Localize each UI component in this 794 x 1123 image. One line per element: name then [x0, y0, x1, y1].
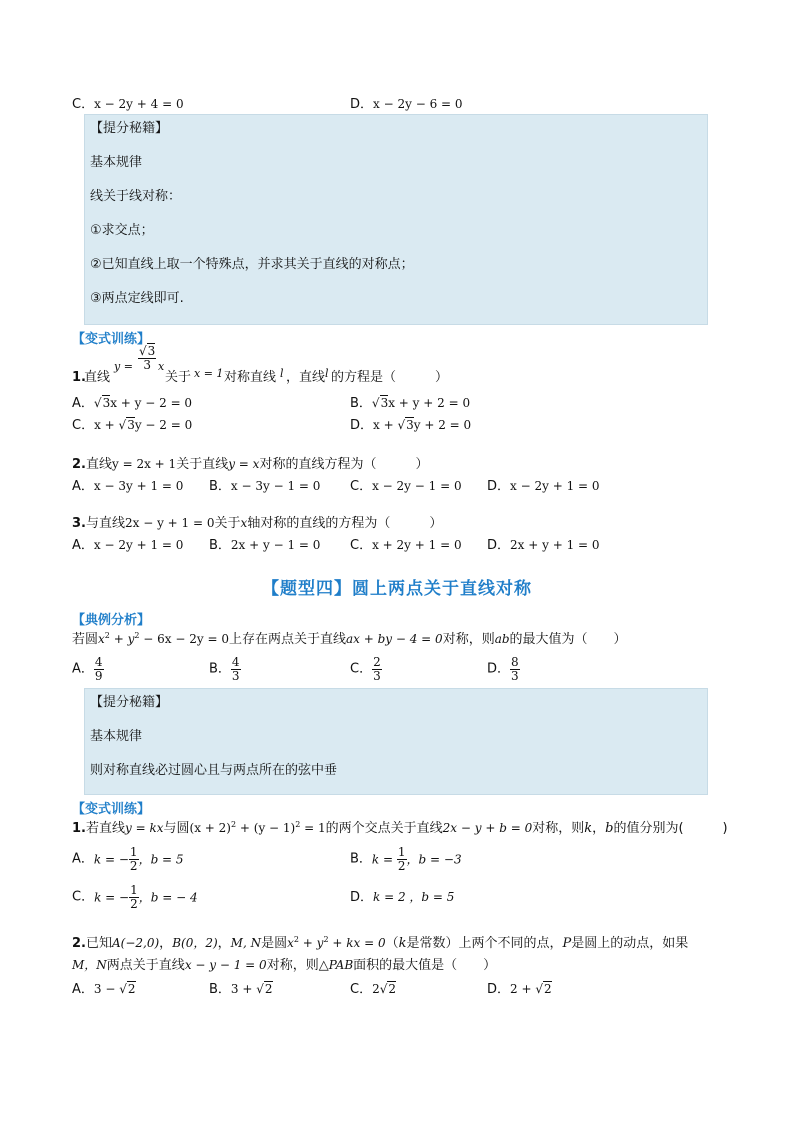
expr-sqrt: 3	[406, 418, 414, 432]
option-label: D．	[487, 661, 511, 677]
denominator: 9	[94, 669, 103, 683]
option-label: D．	[350, 890, 374, 905]
point: B(0，2)	[172, 936, 218, 950]
question-text: 的两个交点关于直线	[325, 821, 443, 836]
tip-line: ①求交点；	[90, 223, 154, 238]
option-label: D．	[350, 97, 374, 112]
option-expr: x − 3y + 1 = 0	[93, 479, 184, 493]
question-1	[72, 820, 728, 837]
question-text: 直线	[85, 457, 112, 472]
question-text: ，直线	[286, 370, 326, 385]
tip-title: 【提分秘籍】	[90, 695, 169, 710]
question-number: 1.	[72, 370, 86, 385]
option-c	[72, 884, 198, 911]
expr-sqrt: 3	[380, 396, 389, 410]
question-text: 对称的直线方程为（ ）	[259, 457, 429, 472]
expr-post: y − 2 = 0	[134, 418, 193, 432]
question-text: 是圆	[261, 936, 288, 951]
question-text: 关于	[214, 516, 241, 531]
option-b	[209, 537, 320, 554]
point: A(−2,0)	[112, 936, 160, 950]
question-text: 关于	[165, 370, 192, 385]
option-label: B．	[209, 661, 231, 677]
eq-part: + y	[298, 936, 324, 950]
question-text: 对称直线	[224, 370, 277, 385]
expr-sqrt: 2	[264, 982, 273, 996]
option-c	[72, 96, 184, 113]
numerator: 4	[231, 655, 240, 669]
option-label: A．	[72, 396, 94, 411]
exponent: 2	[134, 631, 140, 640]
eq-part: + y	[109, 632, 135, 646]
option-expr: 2x + y − 1 = 0	[230, 538, 321, 552]
option-label: D．	[487, 479, 511, 494]
tip-line: 线关于线对称：	[90, 189, 182, 204]
equation: y = kx	[125, 821, 164, 835]
option-expr: x − 2y − 6 = 0	[373, 97, 463, 111]
question-text: 与直线	[85, 516, 125, 531]
option-a: A．√3x + y − 2 = 0	[72, 396, 193, 411]
question-3	[72, 515, 442, 532]
question-number: 2.	[72, 457, 86, 472]
option-label: D．	[350, 418, 374, 433]
option-label: A．	[72, 479, 94, 494]
variable: M，N	[72, 958, 107, 972]
variable: l	[280, 367, 284, 380]
fraction	[129, 884, 139, 911]
expr-pre: x +	[94, 418, 119, 432]
exponent: 2	[295, 820, 301, 829]
option-b	[209, 656, 241, 683]
question-number: 1.	[72, 821, 86, 836]
expr-post: x + y + 2 = 0	[388, 396, 471, 410]
option-label: B．	[350, 851, 372, 867]
option-d: D．x + √3y + 2 = 0	[350, 418, 472, 433]
equation: x = 1	[194, 367, 224, 380]
variant-tag: 【变式训练】	[72, 332, 151, 347]
option-label: A．	[72, 661, 94, 677]
option-a	[72, 656, 104, 683]
option-label: C．	[350, 479, 373, 494]
denominator: 2	[130, 897, 138, 911]
question-text: 的最大值为（ ）	[509, 632, 627, 647]
equation: y = 2x + 1	[112, 457, 177, 471]
expr-pre: 3 +	[230, 982, 257, 996]
expr-sqrt: 2	[544, 982, 552, 996]
question-text: 对称，则△	[266, 958, 329, 973]
eq-part: = 1	[300, 821, 326, 835]
option-b: B．√3x + y + 2 = 0	[350, 396, 471, 411]
option-label: B．	[350, 396, 372, 411]
eq-part: (x + 2)	[189, 821, 231, 835]
tip-line: 基本规律	[90, 155, 143, 170]
option-a	[72, 846, 184, 873]
question-2	[72, 456, 428, 473]
option-label: D．	[487, 982, 511, 997]
expr-pre: x +	[373, 418, 398, 432]
expr-sqrt: 2	[127, 982, 136, 996]
question-text: 对称，则	[532, 821, 585, 836]
option-expr: x − 3y − 1 = 0	[230, 479, 321, 493]
question-text: 直线	[84, 370, 111, 385]
exponent: 2	[230, 820, 237, 829]
fraction	[129, 846, 139, 873]
option-d	[487, 478, 600, 495]
fraction	[372, 656, 382, 683]
option-label: C．	[72, 418, 95, 433]
denominator: 2	[129, 859, 138, 873]
tip-title: 【提分秘籍】	[90, 121, 169, 136]
expr-sqrt: 3	[127, 418, 135, 432]
option-label: B．	[209, 479, 231, 494]
variant-tag: 【变式训练】	[72, 802, 151, 817]
option-expr: x − 2y − 1 = 0	[372, 479, 462, 493]
option-expr: k = 2 ，b = 5	[373, 890, 455, 904]
fraction: $\frac{√3}{3}$	[139, 344, 156, 372]
question-number: 3.	[72, 516, 86, 531]
option-b: B．3 + √2	[209, 982, 273, 997]
option-label: A．	[72, 982, 94, 997]
tip-line: 则对称直线必过圆心且与两点所在的弦中垂	[90, 763, 338, 778]
tip-line: 基本规律	[90, 729, 143, 744]
eq-part: + kx = 0	[328, 936, 386, 950]
numerator: 1	[130, 883, 138, 897]
equation: x − y − 1 = 0	[184, 958, 267, 972]
exponent: 2	[323, 935, 329, 944]
expr-part: k = −	[94, 890, 130, 905]
punctuation: ，	[592, 821, 606, 836]
question-text: 关于直线	[176, 457, 229, 472]
question-text: 是常数）上两个不同的点，	[406, 936, 563, 951]
expr-pre: 2	[372, 982, 380, 996]
denominator: 3	[511, 669, 519, 683]
fraction	[510, 656, 520, 683]
expr-part: k = −	[93, 852, 129, 867]
question-text: 已知	[85, 936, 112, 951]
question-text: 若直线	[85, 821, 125, 836]
expr-part: ，b = 5	[138, 852, 184, 867]
tip-line: ②已知直线上取一个特殊点，并求其关于直线的对称点；	[90, 257, 414, 272]
denominator: 3	[373, 669, 381, 683]
option-d	[350, 889, 454, 906]
variable: x	[240, 516, 248, 530]
example-tag: 【典例分析】	[72, 613, 151, 628]
option-label: C．	[350, 982, 373, 997]
option-d	[487, 656, 520, 683]
question-text: 对称，则	[442, 632, 495, 647]
variable: x	[158, 360, 165, 373]
numerator: 4	[94, 655, 103, 669]
denominator: 2	[397, 859, 406, 873]
option-expr: x − 2y + 1 = 0	[510, 479, 600, 493]
punctuation: （	[385, 936, 399, 951]
example-question	[72, 631, 627, 648]
question-text: 轴对称的直线的方程为（ ）	[247, 516, 443, 531]
question-text: 的值分别为( )	[613, 821, 728, 836]
equation: ax + by − 4 = 0	[345, 632, 443, 646]
variable: P	[562, 936, 572, 951]
option-d	[487, 537, 600, 554]
question-text: 两点关于直线	[106, 958, 185, 973]
option-label: C．	[350, 538, 373, 553]
variable: M, N	[230, 936, 262, 950]
expr-post: x + y − 2 = 0	[110, 396, 193, 410]
punctuation: ，	[217, 936, 231, 951]
punctuation: ，	[159, 936, 173, 951]
option-b	[209, 478, 320, 495]
variable: k	[398, 936, 407, 951]
option-expr: x + 2y + 1 = 0	[372, 538, 462, 552]
option-a	[72, 478, 183, 495]
numerator: 2	[373, 655, 381, 669]
question-text: 上存在两点关于直线	[228, 632, 346, 647]
expr-sqrt: 2	[388, 982, 397, 996]
expr-pre: 2 +	[510, 982, 536, 996]
numerator: 1	[129, 845, 138, 859]
eq-part: x	[287, 936, 294, 950]
question-text: 若圆	[72, 632, 99, 647]
eq-part: − 6x − 2y = 0	[139, 632, 229, 646]
variable: b	[605, 821, 614, 836]
expr-post: y + 2 = 0	[413, 418, 472, 432]
question-2	[72, 935, 688, 952]
option-label: A．	[72, 851, 94, 867]
eq-lhs: y =	[114, 360, 133, 373]
tip-line: ③两点定线即可.	[90, 291, 184, 306]
option-c	[350, 478, 462, 495]
question-text: 是圆上的动点，如果	[571, 936, 689, 951]
option-c	[350, 656, 382, 683]
fraction	[94, 656, 104, 683]
question-2-cont	[72, 957, 496, 974]
question-text: 的方程是（ ）	[331, 370, 449, 385]
option-label: B．	[209, 982, 231, 997]
denominator: 3	[143, 358, 151, 372]
exponent: 2	[104, 631, 110, 640]
option-label: C．	[72, 889, 95, 905]
expr-part: ，b = −3	[406, 852, 462, 867]
numerator: 8	[511, 655, 519, 669]
equation: 2x − y + b = 0	[442, 821, 533, 835]
section-title: 【题型四】圆上两点关于直线对称	[262, 579, 532, 599]
option-label: A．	[72, 538, 94, 553]
option-label: C．	[72, 97, 95, 112]
option-expr: 2x + y + 1 = 0	[510, 538, 600, 552]
option-label: C．	[350, 661, 373, 677]
option-b	[350, 846, 462, 873]
option-d	[350, 96, 463, 113]
variable: k	[584, 821, 593, 836]
option-a: A．3 − √2	[72, 982, 136, 997]
expr-part: ，b = − 4	[138, 890, 198, 905]
variable: ab	[494, 632, 510, 646]
option-c	[350, 537, 462, 554]
fraction	[231, 656, 241, 683]
variable: PAB	[328, 958, 354, 972]
fraction	[397, 846, 407, 873]
option-c: C．x + √3y − 2 = 0	[72, 418, 193, 433]
option-d: D．2 + √2	[487, 982, 552, 997]
numerator: 1	[397, 845, 406, 859]
option-label: B．	[209, 538, 231, 553]
expr-part: k =	[371, 852, 397, 867]
eq-part: x	[98, 632, 105, 646]
numerator: 3	[147, 344, 156, 358]
option-label: D．	[487, 538, 511, 553]
tip-box	[84, 114, 708, 325]
question-number: 2.	[72, 936, 86, 951]
option-expr: x − 2y + 1 = 0	[93, 538, 184, 552]
option-expr: x − 2y + 4 = 0	[94, 97, 184, 111]
equation: y = x	[228, 457, 260, 471]
equation: 2x − y + 1 = 0	[125, 516, 215, 530]
question-text: 与圆	[163, 821, 190, 836]
question-text: 面积的最大值是（ ）	[353, 958, 497, 973]
option-a	[72, 537, 183, 554]
expr-pre: 3 −	[93, 982, 120, 996]
variable: l	[325, 367, 329, 380]
exponent: 2	[293, 935, 299, 944]
eq-part: + (y − 1)	[236, 821, 296, 835]
denominator: 3	[231, 669, 240, 683]
tip-box	[84, 688, 708, 795]
expr-sqrt: 3	[102, 396, 111, 410]
option-c: C．2√2	[350, 982, 397, 997]
